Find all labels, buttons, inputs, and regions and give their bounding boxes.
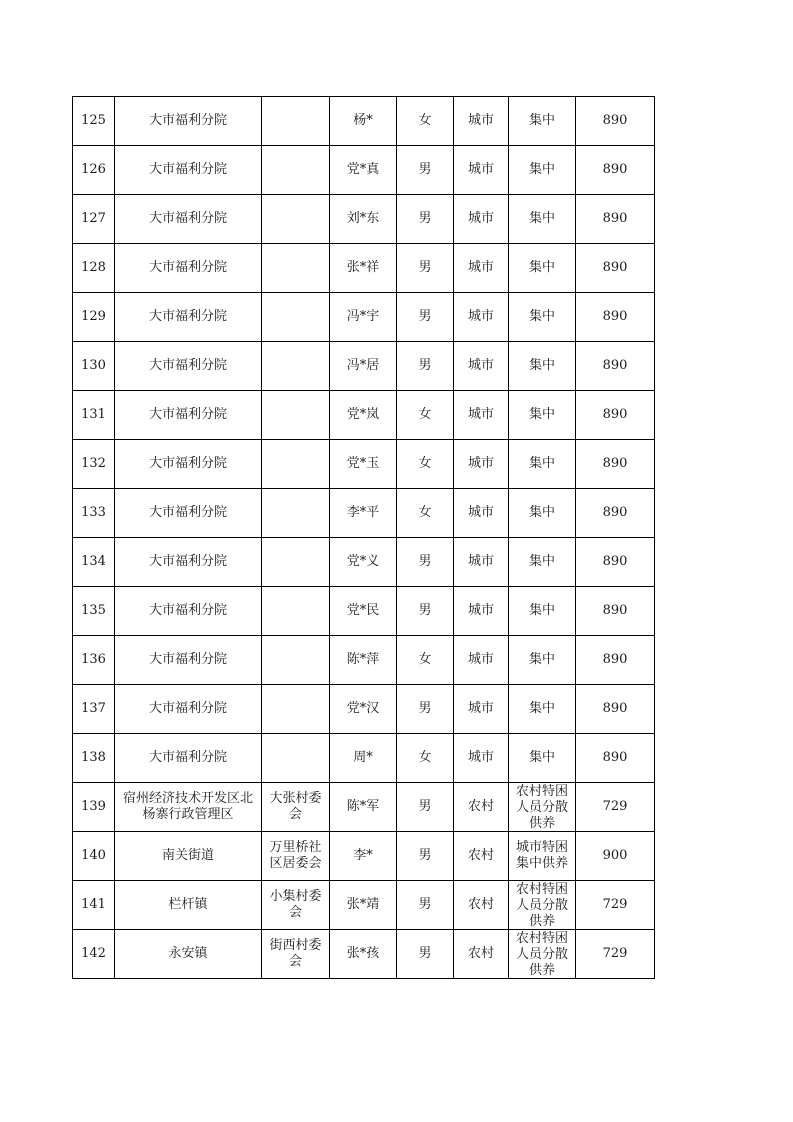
row-number-cell-text: 139 (81, 799, 106, 814)
row-number-cell (73, 832, 115, 881)
name-cell (330, 195, 397, 244)
village-committee-cell-text: 小集村委会 (269, 889, 322, 920)
row-number-cell (73, 636, 115, 685)
amount-cell-text: 890 (602, 652, 628, 667)
area-type-cell-text: 城市 (467, 260, 494, 275)
sex-cell-text: 男 (418, 260, 432, 275)
support-mode-cell-text: 集中 (528, 652, 555, 667)
name-cell-text: 党*真 (346, 162, 380, 177)
amount-cell-text: 890 (602, 701, 628, 716)
unit-cell-text: 大市福利分院 (148, 260, 227, 275)
amount-cell (576, 391, 655, 440)
sex-cell (397, 342, 454, 391)
support-mode-cell (509, 195, 576, 244)
name-cell (330, 97, 397, 146)
row-number-cell-text: 125 (81, 113, 106, 128)
name-cell-text: 陈*萍 (346, 652, 380, 667)
sex-cell-text: 男 (418, 309, 432, 324)
village-committee-cell (262, 881, 330, 930)
row-number-cell-text: 140 (81, 848, 106, 863)
village-committee-cell (262, 930, 330, 979)
amount-cell (576, 440, 655, 489)
table-row (73, 587, 655, 636)
sex-cell-text: 男 (418, 162, 432, 177)
unit-cell-text: 大市福利分院 (148, 162, 227, 177)
support-mode-cell (509, 587, 576, 636)
table-row (73, 734, 655, 783)
name-cell (330, 146, 397, 195)
name-cell-text: 党*岚 (346, 407, 380, 422)
unit-cell-text: 大市福利分院 (148, 750, 227, 765)
support-mode-cell (509, 881, 576, 930)
amount-cell-text: 729 (602, 897, 628, 912)
unit-cell (115, 783, 262, 832)
unit-cell-text: 大市福利分院 (148, 554, 227, 569)
unit-cell (115, 293, 262, 342)
name-cell-text: 党*民 (346, 603, 380, 618)
support-mode-cell (509, 734, 576, 783)
name-cell (330, 685, 397, 734)
row-number-cell (73, 195, 115, 244)
table-row (73, 244, 655, 293)
unit-cell (115, 489, 262, 538)
row-number-cell (73, 489, 115, 538)
amount-cell-text: 890 (602, 211, 628, 226)
amount-cell-text: 890 (602, 554, 628, 569)
village-committee-cell (262, 489, 330, 538)
support-mode-cell (509, 293, 576, 342)
amount-cell-text: 890 (602, 407, 628, 422)
unit-cell-text: 大市福利分院 (148, 603, 227, 618)
unit-cell (115, 342, 262, 391)
area-type-cell-text: 城市 (467, 407, 494, 422)
amount-cell (576, 538, 655, 587)
row-number-cell-text: 138 (81, 750, 106, 765)
row-number-cell-text: 131 (81, 407, 106, 422)
sex-cell (397, 881, 454, 930)
row-number-cell (73, 293, 115, 342)
name-cell-text: 李*平 (346, 505, 380, 520)
area-type-cell-text: 城市 (467, 652, 494, 667)
unit-cell (115, 391, 262, 440)
name-cell (330, 538, 397, 587)
amount-cell-text: 890 (602, 456, 628, 471)
unit-cell-text: 大市福利分院 (148, 701, 227, 716)
support-mode-cell-text: 集中 (528, 701, 555, 716)
area-type-cell-text: 城市 (467, 554, 494, 569)
amount-cell (576, 342, 655, 391)
sex-cell-text: 男 (418, 211, 432, 226)
amount-cell (576, 636, 655, 685)
row-number-cell (73, 391, 115, 440)
area-type-cell (454, 489, 509, 538)
sex-cell-text: 女 (418, 456, 432, 471)
amount-cell (576, 97, 655, 146)
sex-cell (397, 391, 454, 440)
amount-cell-text: 900 (602, 848, 628, 863)
village-committee-cell (262, 391, 330, 440)
row-number-cell-text: 134 (81, 554, 106, 569)
support-mode-cell-text: 农村特困人员分散供养 (515, 881, 568, 929)
village-committee-cell (262, 146, 330, 195)
support-mode-cell-text: 集中 (528, 554, 555, 569)
table-row (73, 195, 655, 244)
unit-cell (115, 587, 262, 636)
village-committee-cell (262, 244, 330, 293)
support-mode-cell-text: 集中 (528, 162, 555, 177)
name-cell (330, 636, 397, 685)
unit-cell-text: 宿州经济技术开发区北杨寨行政管理区 (122, 791, 253, 822)
unit-cell-text: 大市福利分院 (148, 211, 227, 226)
sex-cell-text: 男 (418, 603, 432, 618)
support-mode-cell (509, 930, 576, 979)
row-number-cell-text: 127 (81, 211, 106, 226)
unit-cell-text: 大市福利分院 (148, 407, 227, 422)
amount-cell (576, 685, 655, 734)
table-row (73, 146, 655, 195)
sex-cell (397, 489, 454, 538)
amount-cell-text: 890 (602, 358, 628, 373)
table-row (73, 97, 655, 146)
amount-cell-text: 890 (602, 113, 628, 128)
sex-cell-text: 男 (418, 358, 432, 373)
name-cell-text: 周* (353, 750, 373, 765)
support-mode-cell (509, 832, 576, 881)
village-committee-cell (262, 293, 330, 342)
amount-cell (576, 734, 655, 783)
village-committee-cell (262, 587, 330, 636)
amount-cell (576, 587, 655, 636)
name-cell-text: 杨* (353, 113, 373, 128)
village-committee-cell (262, 832, 330, 881)
name-cell (330, 734, 397, 783)
area-type-cell-text: 城市 (467, 162, 494, 177)
area-type-cell-text: 城市 (467, 211, 494, 226)
support-mode-cell (509, 538, 576, 587)
area-type-cell (454, 734, 509, 783)
table-row (73, 783, 655, 832)
unit-cell (115, 881, 262, 930)
sex-cell (397, 97, 454, 146)
name-cell (330, 783, 397, 832)
table-row (73, 293, 655, 342)
roster-table-body (73, 97, 655, 979)
area-type-cell-text: 农村 (467, 946, 494, 961)
area-type-cell (454, 146, 509, 195)
unit-cell-text: 大市福利分院 (148, 505, 227, 520)
row-number-cell (73, 538, 115, 587)
table-row (73, 930, 655, 979)
sex-cell (397, 587, 454, 636)
support-mode-cell-text: 集中 (528, 407, 555, 422)
amount-cell-text: 890 (602, 750, 628, 765)
area-type-cell-text: 农村 (467, 897, 494, 912)
support-mode-cell (509, 391, 576, 440)
amount-cell (576, 195, 655, 244)
sex-cell (397, 685, 454, 734)
amount-cell-text: 890 (602, 603, 628, 618)
support-mode-cell-text: 农村特困人员分散供养 (515, 930, 568, 978)
amount-cell-text: 890 (602, 505, 628, 520)
village-committee-cell (262, 195, 330, 244)
support-mode-cell-text: 集中 (528, 211, 555, 226)
village-committee-cell (262, 97, 330, 146)
sex-cell (397, 195, 454, 244)
area-type-cell (454, 244, 509, 293)
unit-cell (115, 97, 262, 146)
sex-cell-text: 女 (418, 750, 432, 765)
table-row (73, 685, 655, 734)
unit-cell-text: 大市福利分院 (148, 113, 227, 128)
name-cell (330, 342, 397, 391)
name-cell-text: 冯*居 (346, 358, 380, 373)
name-cell-text: 党*汉 (346, 701, 380, 716)
area-type-cell (454, 881, 509, 930)
support-mode-cell-text: 集中 (528, 260, 555, 275)
unit-cell-text: 永安镇 (168, 946, 208, 961)
area-type-cell-text: 农村 (467, 799, 494, 814)
support-mode-cell-text: 集中 (528, 603, 555, 618)
name-cell-text: 张*祥 (346, 260, 380, 275)
sex-cell (397, 783, 454, 832)
support-mode-cell-text: 集中 (528, 505, 555, 520)
support-mode-cell (509, 342, 576, 391)
row-number-cell-text: 135 (81, 603, 106, 618)
unit-cell (115, 195, 262, 244)
name-cell (330, 832, 397, 881)
amount-cell (576, 146, 655, 195)
sex-cell-text: 男 (418, 848, 432, 863)
unit-cell-text: 栏杆镇 (168, 897, 208, 912)
table-row (73, 391, 655, 440)
village-committee-cell-text: 万里桥社区居委会 (269, 840, 322, 871)
village-committee-cell-text: 街西村委会 (269, 938, 322, 969)
area-type-cell-text: 城市 (467, 113, 494, 128)
row-number-cell (73, 783, 115, 832)
area-type-cell-text: 城市 (467, 456, 494, 471)
village-committee-cell-text: 大张村委会 (269, 791, 322, 822)
row-number-cell (73, 244, 115, 293)
row-number-cell (73, 146, 115, 195)
unit-cell (115, 244, 262, 293)
amount-cell (576, 832, 655, 881)
area-type-cell (454, 97, 509, 146)
unit-cell-text: 南关街道 (161, 848, 214, 863)
unit-cell-text: 大市福利分院 (148, 652, 227, 667)
area-type-cell-text: 城市 (467, 750, 494, 765)
name-cell (330, 489, 397, 538)
amount-cell (576, 293, 655, 342)
unit-cell (115, 734, 262, 783)
area-type-cell (454, 293, 509, 342)
village-committee-cell (262, 734, 330, 783)
unit-cell-text: 大市福利分院 (148, 456, 227, 471)
row-number-cell (73, 734, 115, 783)
sex-cell-text: 女 (418, 113, 432, 128)
area-type-cell (454, 391, 509, 440)
unit-cell-text: 大市福利分院 (148, 309, 227, 324)
sex-cell-text: 男 (418, 554, 432, 569)
sex-cell-text: 男 (418, 897, 432, 912)
sex-cell (397, 440, 454, 489)
area-type-cell (454, 685, 509, 734)
amount-cell (576, 881, 655, 930)
amount-cell (576, 930, 655, 979)
unit-cell (115, 636, 262, 685)
support-mode-cell-text: 集中 (528, 309, 555, 324)
amount-cell-text: 890 (602, 162, 628, 177)
row-number-cell-text: 141 (81, 897, 106, 912)
support-mode-cell-text: 集中 (528, 750, 555, 765)
support-mode-cell (509, 783, 576, 832)
area-type-cell-text: 城市 (467, 603, 494, 618)
area-type-cell (454, 342, 509, 391)
support-mode-cell (509, 244, 576, 293)
support-mode-cell-text: 集中 (528, 113, 555, 128)
area-type-cell-text: 城市 (467, 701, 494, 716)
village-committee-cell (262, 440, 330, 489)
sex-cell (397, 293, 454, 342)
area-type-cell-text: 城市 (467, 309, 494, 324)
support-mode-cell (509, 636, 576, 685)
unit-cell-text: 大市福利分院 (148, 358, 227, 373)
area-type-cell (454, 538, 509, 587)
name-cell-text: 冯*宇 (346, 309, 380, 324)
table-row (73, 636, 655, 685)
amount-cell (576, 489, 655, 538)
unit-cell (115, 685, 262, 734)
sex-cell-text: 男 (418, 701, 432, 716)
unit-cell (115, 146, 262, 195)
table-row (73, 538, 655, 587)
area-type-cell-text: 城市 (467, 358, 494, 373)
amount-cell-text: 729 (602, 799, 628, 814)
row-number-cell-text: 136 (81, 652, 106, 667)
unit-cell (115, 538, 262, 587)
support-mode-cell (509, 146, 576, 195)
village-committee-cell (262, 636, 330, 685)
row-number-cell-text: 137 (81, 701, 106, 716)
support-mode-cell-text: 农村特困人员分散供养 (515, 783, 568, 831)
row-number-cell (73, 685, 115, 734)
area-type-cell-text: 城市 (467, 505, 494, 520)
sex-cell-text: 男 (418, 799, 432, 814)
support-mode-cell (509, 489, 576, 538)
unit-cell (115, 832, 262, 881)
village-committee-cell (262, 538, 330, 587)
row-number-cell (73, 342, 115, 391)
name-cell (330, 440, 397, 489)
name-cell-text: 党*义 (346, 554, 380, 569)
amount-cell-text: 890 (602, 309, 628, 324)
support-mode-cell (509, 440, 576, 489)
roster-table (72, 96, 655, 979)
amount-cell (576, 783, 655, 832)
table-row (73, 489, 655, 538)
area-type-cell (454, 587, 509, 636)
name-cell-text: 李* (353, 848, 373, 863)
row-number-cell-text: 133 (81, 505, 106, 520)
sex-cell (397, 538, 454, 587)
area-type-cell (454, 783, 509, 832)
amount-cell-text: 729 (602, 946, 628, 961)
village-committee-cell (262, 685, 330, 734)
name-cell (330, 587, 397, 636)
row-number-cell (73, 97, 115, 146)
sex-cell (397, 734, 454, 783)
area-type-cell (454, 195, 509, 244)
sex-cell (397, 244, 454, 293)
row-number-cell-text: 129 (81, 309, 106, 324)
support-mode-cell-text: 集中 (528, 456, 555, 471)
table-row (73, 832, 655, 881)
name-cell-text: 张*孩 (346, 946, 380, 961)
row-number-cell-text: 128 (81, 260, 106, 275)
row-number-cell (73, 930, 115, 979)
amount-cell-text: 890 (602, 260, 628, 275)
sex-cell-text: 女 (418, 652, 432, 667)
sex-cell-text: 女 (418, 407, 432, 422)
village-committee-cell (262, 783, 330, 832)
name-cell-text: 张*靖 (346, 897, 380, 912)
name-cell-text: 党*玉 (346, 456, 380, 471)
row-number-cell (73, 587, 115, 636)
name-cell (330, 244, 397, 293)
area-type-cell-text: 农村 (467, 848, 494, 863)
unit-cell (115, 440, 262, 489)
row-number-cell (73, 881, 115, 930)
sex-cell-text: 男 (418, 946, 432, 961)
area-type-cell (454, 930, 509, 979)
support-mode-cell (509, 97, 576, 146)
name-cell (330, 293, 397, 342)
row-number-cell-text: 142 (81, 946, 106, 961)
support-mode-cell (509, 685, 576, 734)
sex-cell (397, 636, 454, 685)
row-number-cell (73, 440, 115, 489)
name-cell-text: 刘*东 (346, 211, 380, 226)
amount-cell (576, 244, 655, 293)
name-cell (330, 930, 397, 979)
sex-cell (397, 146, 454, 195)
support-mode-cell-text: 集中 (528, 358, 555, 373)
sex-cell-text: 女 (418, 505, 432, 520)
row-number-cell-text: 130 (81, 358, 106, 373)
area-type-cell (454, 636, 509, 685)
support-mode-cell-text: 城市特困集中供养 (515, 840, 568, 871)
table-row (73, 881, 655, 930)
name-cell (330, 881, 397, 930)
sex-cell (397, 832, 454, 881)
table-row (73, 342, 655, 391)
name-cell (330, 391, 397, 440)
area-type-cell (454, 832, 509, 881)
village-committee-cell (262, 342, 330, 391)
unit-cell (115, 930, 262, 979)
table-row (73, 440, 655, 489)
row-number-cell-text: 126 (81, 162, 106, 177)
area-type-cell (454, 440, 509, 489)
sex-cell (397, 930, 454, 979)
name-cell-text: 陈*军 (346, 799, 380, 814)
row-number-cell-text: 132 (81, 456, 106, 471)
